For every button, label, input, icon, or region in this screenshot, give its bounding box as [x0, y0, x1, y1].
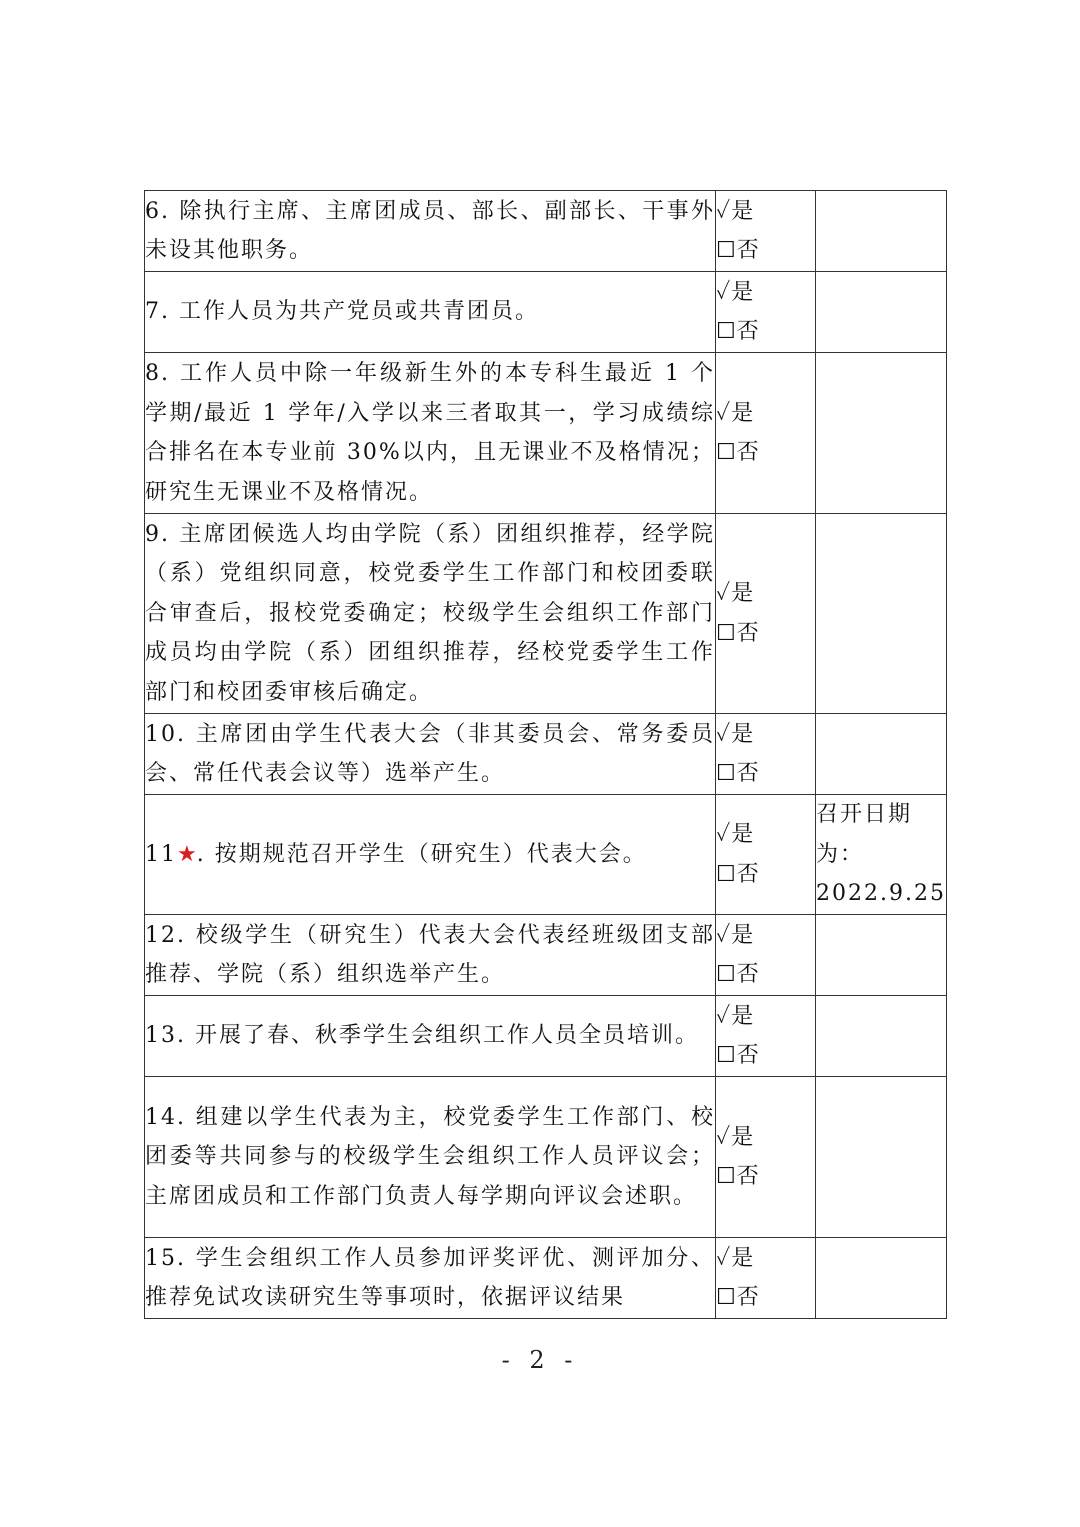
yes-no-cell	[716, 191, 816, 272]
yes-no-cell	[716, 272, 816, 353]
yes-option-checked[interactable]: ✓是	[716, 1245, 755, 1271]
yes-no-cell	[716, 1238, 816, 1319]
table-row	[145, 1077, 947, 1238]
yes-option-checked[interactable]: ✓是	[716, 721, 755, 747]
table-row	[145, 191, 947, 272]
no-option-unchecked[interactable]: ☐否	[716, 319, 760, 344]
meeting-date-note: 召开日期为：2022.9.25	[816, 795, 947, 915]
table-row	[145, 353, 947, 514]
table-row	[145, 996, 947, 1077]
checklist-table	[144, 190, 947, 1319]
yes-no-cell	[716, 1077, 816, 1238]
no-option-unchecked[interactable]: ☐否	[716, 620, 760, 646]
no-option-unchecked[interactable]: ☐否	[716, 1164, 760, 1189]
item-text: 15. 学生会组织工作人员参加评奖评优、测评加分、推荐免试攻读研究生等事项时，依据评议结果	[145, 1238, 716, 1319]
yes-no-cell	[716, 915, 816, 996]
yes-no-cell	[716, 795, 816, 915]
table-row	[145, 714, 947, 795]
note-cell	[816, 996, 947, 1077]
note-cell	[816, 714, 947, 795]
note-cell	[816, 1238, 947, 1319]
no-option-unchecked[interactable]: ☐否	[716, 440, 760, 465]
item-text: 12. 校级学生（研究生）代表大会代表经班级团支部推荐、学院（系）组织选举产生。	[145, 915, 716, 996]
yes-option-checked[interactable]: ✓是	[716, 1003, 755, 1029]
table-row	[145, 272, 947, 353]
page-number: - 2 -	[501, 1346, 579, 1374]
item-text: 6. 除执行主席、主席团成员、部长、副部长、干事外未设其他职务。	[145, 191, 716, 272]
item-text: 13. 开展了春、秋季学生会组织工作人员全员培训。	[145, 996, 716, 1077]
note-cell	[816, 514, 947, 714]
item-text: 10. 主席团由学生代表大会（非其委员会、常务委员会、常任代表会议等）选举产生。	[145, 714, 716, 795]
item-text: 8. 工作人员中除一年级新生外的本专科生最近 1 个学期/最近 1 学年/入学以来三者取其一，学习成绩综合排名在本专业前 30%以内，且无课业不及格情况；研究生无课业不及格情况。	[145, 353, 716, 514]
no-option-unchecked[interactable]: ☐否	[716, 1285, 760, 1310]
yes-no-cell	[716, 514, 816, 714]
note-cell	[816, 272, 947, 353]
yes-option-checked[interactable]: ✓是	[716, 922, 755, 948]
item-text: 14. 组建以学生代表为主，校党委学生工作部门、校团委等共同参与的校级学生会组织工作人员评议会；主席团成员和工作部门负责人每学期向评议会述职。	[145, 1077, 716, 1238]
yes-no-cell	[716, 714, 816, 795]
no-option-unchecked[interactable]: ☐否	[716, 1043, 760, 1068]
item-label: . 按期规范召开学生（研究生）代表大会。	[196, 841, 647, 867]
yes-option-checked[interactable]: ✓是	[716, 581, 755, 606]
no-option-unchecked[interactable]: ☐否	[716, 238, 760, 263]
no-option-unchecked[interactable]: ☐否	[716, 761, 760, 786]
yes-option-checked[interactable]: ✓是	[716, 1124, 755, 1150]
item-text: 9. 主席团候选人均由学院（系）团组织推荐，经学院（系）党组织同意，校党委学生工作部门和校团委联合审查后，报校党委确定；校级学生会组织工作部门成员均由学院（系）团组织推荐，经校党委学生工作部门和校团委审核后确定。	[145, 514, 716, 714]
yes-no-cell	[716, 996, 816, 1077]
note-cell	[816, 191, 947, 272]
item-text: 7. 工作人员为共产党员或共青团员。	[145, 272, 716, 353]
yes-no-cell	[716, 353, 816, 514]
table-row	[145, 1238, 947, 1319]
yes-option-checked[interactable]: ✓是	[716, 400, 755, 426]
star-icon: ★	[177, 841, 197, 867]
note-cell	[816, 915, 947, 996]
item-number: 11	[145, 841, 177, 867]
no-option-unchecked[interactable]: ☐否	[716, 861, 760, 887]
table-row	[145, 915, 947, 996]
note-cell	[816, 353, 947, 514]
yes-option-checked[interactable]: ✓是	[716, 279, 755, 305]
yes-option-checked[interactable]: ✓是	[716, 822, 755, 847]
yes-option-checked[interactable]: ✓是	[716, 198, 755, 224]
item-text	[145, 795, 716, 915]
table-row	[145, 514, 947, 714]
table-row	[145, 795, 947, 915]
no-option-unchecked[interactable]: ☐否	[716, 962, 760, 987]
note-cell	[816, 1077, 947, 1238]
